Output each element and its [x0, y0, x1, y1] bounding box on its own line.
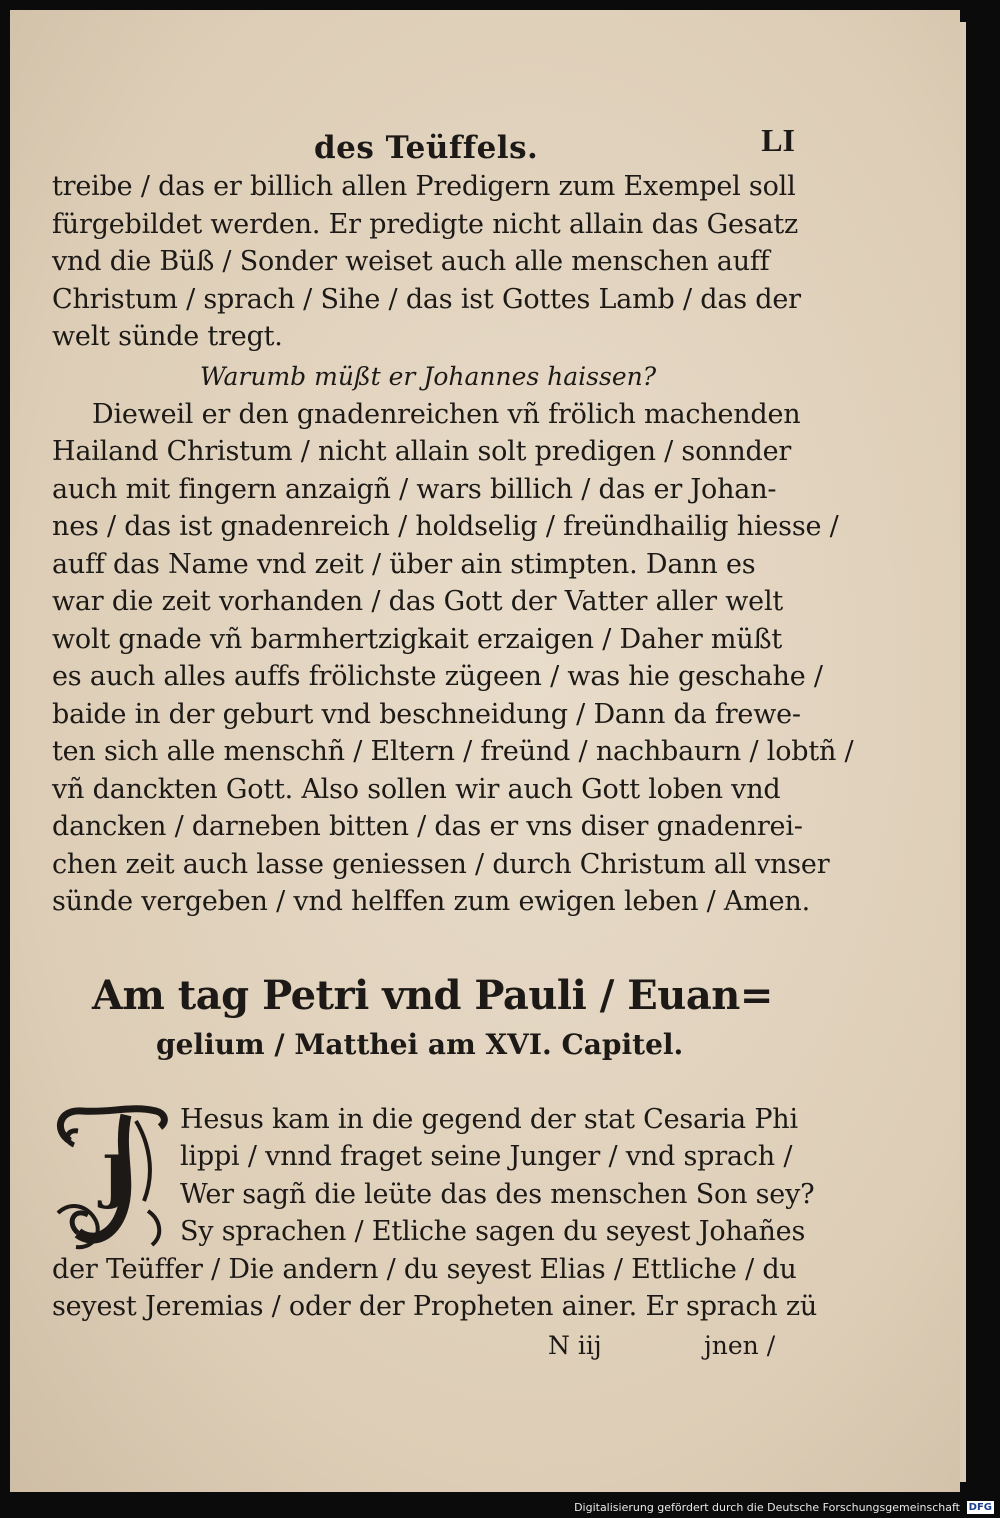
text-line: vnd die Büß / Sonder weiset auch alle menschen auff	[52, 246, 770, 277]
text-line: der Teüffer / Die andern / du seyest Elias / Ettliche / du	[52, 1253, 797, 1285]
text-line: Hesus kam in die gegend der stat Cesaria Phi	[180, 1103, 798, 1135]
text-line: Christum / sprach / Sihe / das ist Gottes Lamb / das der	[52, 283, 801, 315]
text-line: baide in der geburt vnd beschneidung / Dann da frewe-	[52, 698, 801, 730]
footer-bar	[0, 1498, 1000, 1518]
signature-mark: N iij	[548, 1330, 602, 1360]
dfg-logo: DFG	[968, 1502, 992, 1513]
text-line: fürgebildet werden. Er predigte nicht allain das Gesatz	[52, 208, 799, 240]
decorated-initial-icon	[52, 1101, 172, 1253]
text-line: Hailand Christum / nicht allain solt predigen / sonnder	[52, 436, 792, 467]
text-line: Sy sprachen / Etliche sagen du seyest Johañes	[180, 1216, 806, 1247]
section-title: Am tag Petri vnd Pauli / Euan=	[92, 971, 773, 1019]
catchword: jnen /	[704, 1330, 776, 1360]
funding-credit: Digitalisierung gefördert durch die Deutsche Forschungsgemeinschaft	[574, 1501, 960, 1514]
paragraph-3	[52, 1101, 818, 1326]
text-line: lippi / vnnd fraget seine Junger / vnd sprach /	[180, 1141, 793, 1172]
page-text	[52, 118, 854, 1366]
text-line: seyest Jeremias / oder der Propheten ainer. Er sprach zü	[52, 1291, 818, 1322]
text-line: ten sich alle menschñ / Eltern / freünd / nachbaurn / lobtñ /	[52, 736, 854, 767]
indented-lines	[180, 1101, 815, 1251]
folio-number: LI	[761, 122, 795, 158]
text-line: wolt gnade vñ barmhertzigkait erzaigen / Daher müßt	[52, 623, 782, 655]
paragraph-2	[52, 396, 854, 921]
signature-line	[52, 1326, 797, 1366]
text-line: vñ danckten Gott. Also sollen wir auch Gott loben vnd	[52, 773, 781, 805]
paragraph-1	[52, 168, 801, 356]
page-header	[52, 118, 797, 168]
text-line: nes / das ist gnadenreich / holdselig / freündhailig hiesse /	[52, 511, 839, 542]
text-line: chen zeit auch lasse geniessen / durch Christum all vnser	[52, 848, 830, 880]
text-line: dancken / darneben bitten / das er vns diser gnadenrei-	[52, 811, 803, 842]
text-line: auff das Name vnd zeit / über ain stimpten. Dann es	[52, 548, 756, 580]
text-line: es auch alles auffs frölichste zügeen / was hie geschahe /	[52, 661, 823, 692]
text-line: treibe / das er billich allen Predigern zum Exempel soll	[52, 171, 796, 202]
drop-initial-letter: J	[102, 1142, 130, 1211]
text-line: Wer sagñ die leüte das des menschen Son sey?	[180, 1178, 815, 1210]
running-head: des Teüffels.	[314, 130, 539, 166]
text-line: welt sünde tregt.	[52, 321, 283, 352]
section-title-continued: gelium / Matthei am XVI. Capitel.	[156, 1027, 684, 1061]
text-line: sünde vergeben / vnd helffen zum ewigen leben / Amen.	[52, 886, 810, 917]
text-line: auch mit fingern anzaigñ / wars billich / das er Johan-	[52, 473, 777, 505]
subheading: Warumb müßt er Johannes haissen?	[200, 361, 657, 391]
page-edge	[960, 22, 966, 1482]
text-line: Dieweil er den gnadenreichen vñ frölich machenden	[92, 398, 801, 430]
text-line: war die zeit vorhanden / das Gott der Vatter aller welt	[52, 586, 784, 617]
